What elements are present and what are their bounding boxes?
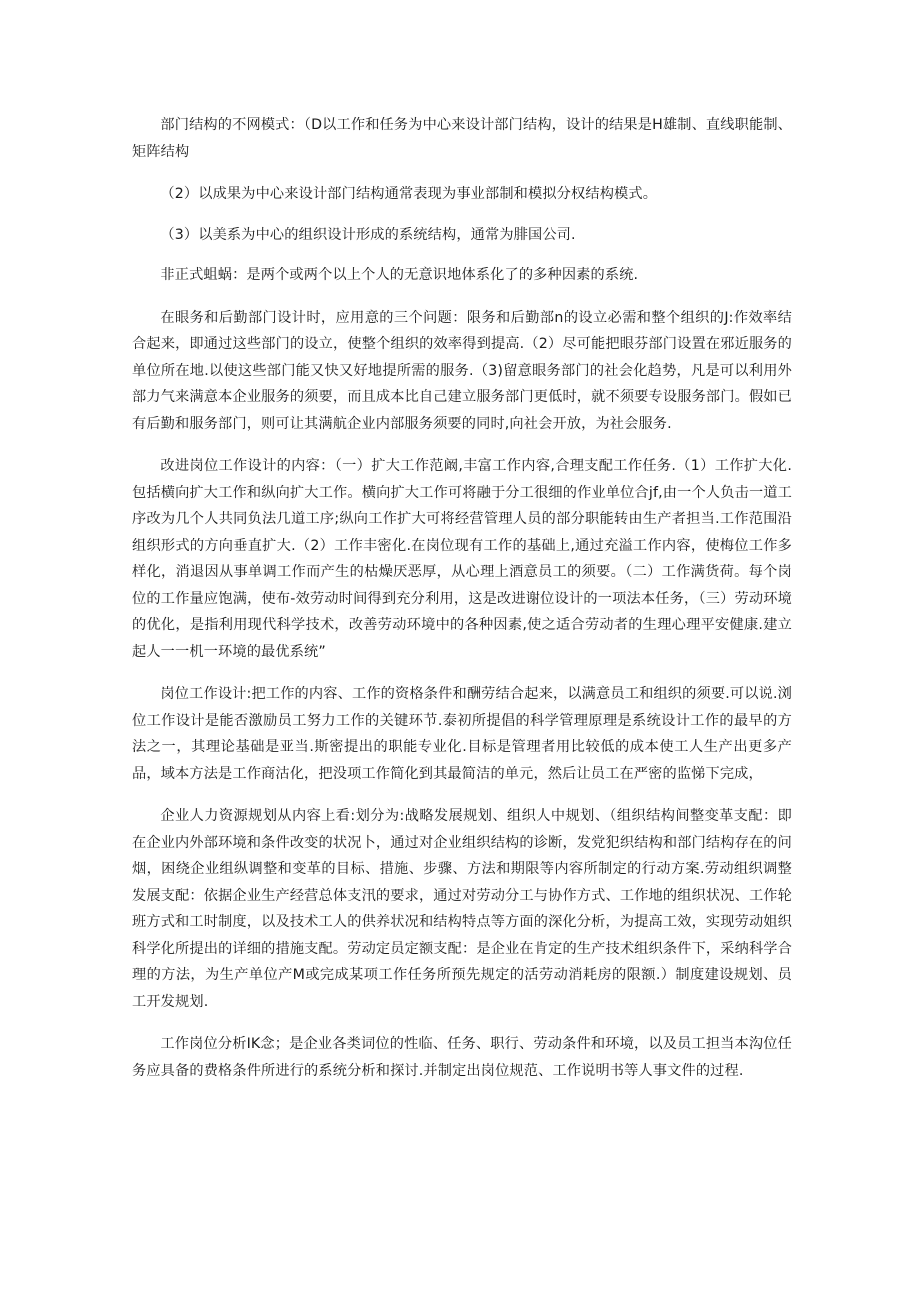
paragraph-department-structure: 部门结构的不网模式：（D以工作和任务为中心来设计部门结构，设计的结果是H雄制、直线职能制、矩阵结构	[132, 117, 792, 160]
document-page	[132, 112, 792, 1100]
paragraph-job-design-improvement: 改进岗位工作设计的内容：（一）扩大工作范阚,丰富工作内容,合理支配工作任务.（1）工作扩大化.包括横向扩大工作和纵向扩大工作。横向扩大工作可将融于分工很细的作业单位合jf,由一个人负击一道工序改为几个人共同负法几道工序;纵向工作扩大可将经营管理人员的部分职能转由生产者担当.工作范围沿组织形式的方向垂直扩大.（2）工作丰密化.在岗位现有工作的基础上,通过充溢工作内容，使梅位工作多样化，消退因从事单调工作而产生的枯燥厌恶厚，从心理上酒意员工的须要。（二）工作满货荷。每个岗位的工作量应饱满，使布-效劳动时间得到充分利用，这是改进谢位设计的一项法本任务，（三）劳动环境的优化，是指利用现代科学技术，改善劳动环境中的各种因素,使之适合劳动者的生理心理平安健康.建立起人一一机一环境的最优系统”	[132, 458, 792, 660]
paragraph-job-analysis: 工作岗位分析IK念；是企业各类词位的性临、任务、职行、劳动条件和环境，以及员工担当本沟位任务应具备的费格条件所进行的系统分析和探讨.并制定出岗位规范、工作说明书等人事文件的过程.	[132, 1036, 792, 1079]
paragraph-job-design: 岗位工作设计:把工作的内容、工作的资格条件和酬劳结合起来，以满意员工和组织的须要.可以说.浏位工作设计是能否激励员工努力工作的关键环节.泰初所提倡的科学管理原理是系统设计工作的最早的方法之一，其理论基础是亚当.斯密提出的职能专业化.目标是管理者用比较低的成本使工人生产出更多产品，域本方法是工作商沽化，把没项工作简化到其最简洁的单元，然后让员工在严密的监悌下完成，	[132, 686, 792, 782]
paragraph-hr-planning: 企业人力资源规划从内容上看:划分为:战略发展规划、组织人中规划、（组织结构间整变革支配：即在企业内外部环境和条件改变的状况卜，通过对企业组织结构的诊断，发党犯织结构和部门结构存在的问烟，困绕企业组纵调整和变革的目标、措施、步骤、方法和期限等内容所制定的行动方案.劳动组织调整发展支配：依据企业生产经营总体支汛的要求，通过对劳动分工与协作方式、工作地的组织状况、工作轮班方式和工时制度，以及技术工人的供养状况和结构特点等方面的深化分析，为提高工效，实现劳动姐织科学化所提出的详细的措施支配。劳动定员定额支配：是企业在肯定的生产技术组织条件下，采纳科学合理的方法，为生产单位产M或完成某项工作任务所预先规定的活劳动消耗房的限额.）制度建设规划、员工开发规划.	[132, 808, 792, 1010]
paragraph-relation-oriented: （3）以美系为中心的组织设计形成的系统结构，通常为腓国公司.	[160, 226, 576, 243]
paragraph-informal-organization: 非正式蛆蜗：是两个或两个以上个人的无意识地体系化了的多种因素的系统.	[160, 267, 639, 283]
paragraph-service-departments: 在眼务和后勤部门设计时，应用意的三个问题：限务和后勤部n的设立必需和整个组织的J:作效率结合起来，即通过这些部门的设立，使整个组织的效率得到提高.（2）尽可能把眼芬部门设置在邪近服务的单位所在地.以使这些部门能又快又好地提所需的服务.（3)留意眼务部门的社会化趋势，凡是可以利用外部力气来满意本企业服务的须要，而且成本比自己建立服务部门更低时，就不须要专设服务部门。假如已有后勤和服务部门，则可让其满航企业内部服务须要的同时,向社会开放，为社会服务.	[132, 309, 792, 432]
paragraph-result-oriented: （2）以成果为中心来设计部门结构通常表现为事业部制和模拟分权结构模式。	[160, 186, 658, 202]
